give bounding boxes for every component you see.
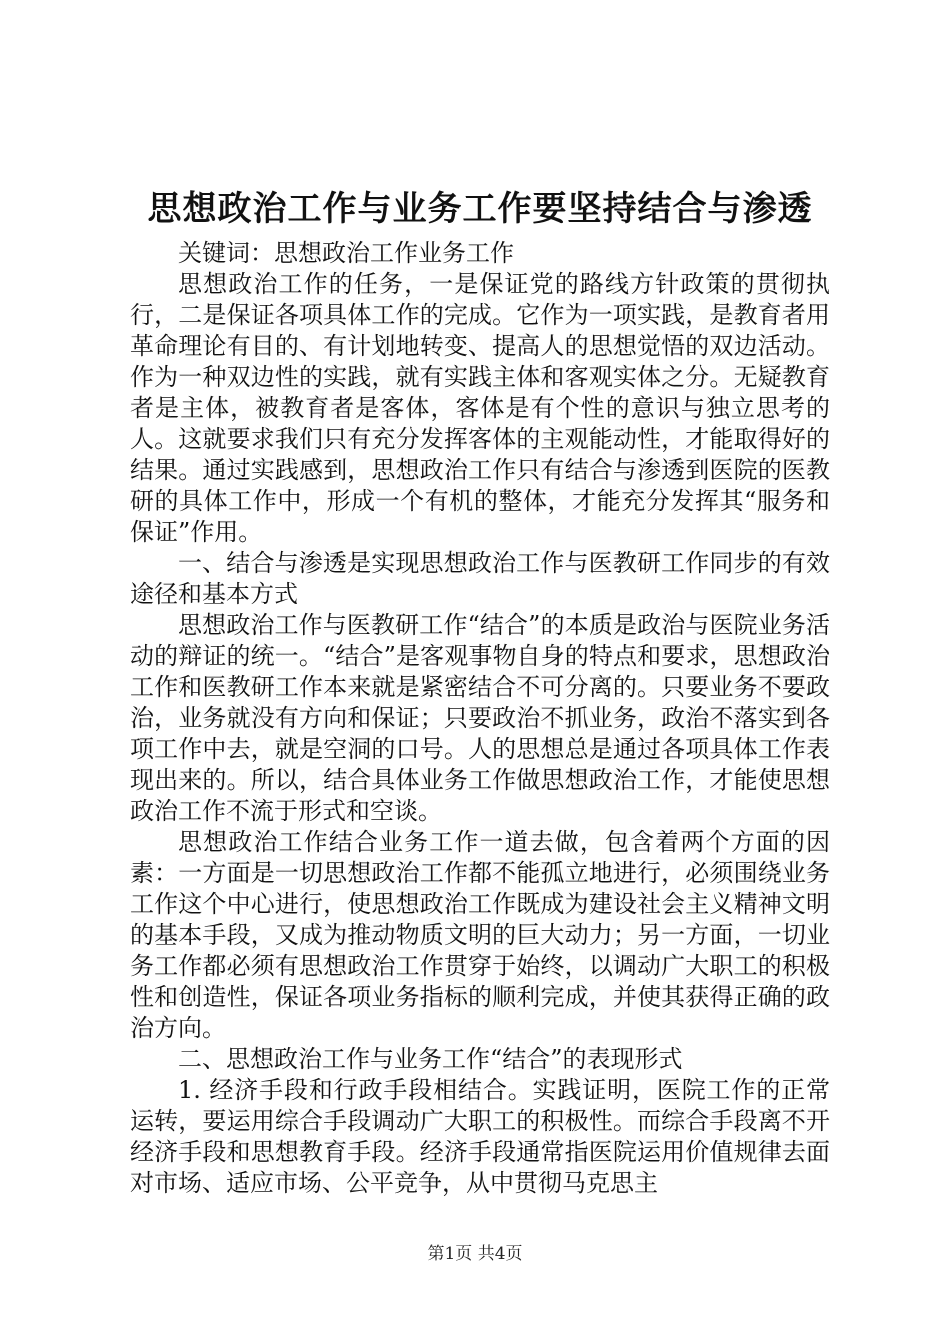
document-body bbox=[130, 238, 830, 1199]
section-heading-2: 二、思想政治工作与业务工作“结合”的表现形式 bbox=[178, 1045, 683, 1073]
paragraph-economic-means: 1. 经济手段和行政手段相结合。实践证明，医院工作的正常运转，要运用综合手段调动广大职工的积极性。而综合手段离不开经济手段和思想教育手段。经济手段通常指医院运用价值规律去面对市场、适应市场、公平竞争，从中贯彻马克思主 bbox=[130, 1076, 830, 1197]
paragraph-two-aspects: 思想政治工作结合业务工作一道去做，包含着两个方面的因素：一方面是一切思想政治工作都不能孤立地进行，必须围绕业务工作这个中心进行，使思想政治工作既成为建设社会主义精神文明的基本手段，又成为推动物质文明的巨大动力；另一方面，一切业务工作都必须有思想政治工作贯穿于始终，以调动广大职工的积极性和创造性，保证各项业务指标的顺利完成，并使其获得正确的政治方向。 bbox=[130, 828, 830, 1042]
paragraph-intro: 思想政治工作的任务，一是保证党的路线方针政策的贯彻执行，二是保证各项具体工作的完成。它作为一项实践，是教育者用革命理论有目的、有计划地转变、提高人的思想觉悟的双边活动。作为一种双边性的实践，就有实践主体和客观实体之分。无疑教育者是主体，被教育者是客体，客体是有个性的意识与独立思考的人。这就要求我们只有充分发挥客体的主观能动性，才能取得好的结果。通过实践感到，思想政治工作只有结合与渗透到医院的医教研的具体工作中，形成一个有机的整体，才能充分发挥其“服务和保证”作用。 bbox=[130, 270, 830, 546]
keywords-line: 关键词：思想政治工作业务工作 bbox=[178, 239, 514, 267]
document-title: 思想政治工作与业务工作要坚持结合与渗透 bbox=[147, 189, 813, 229]
section-heading-1: 一、结合与渗透是实现思想政治工作与医教研工作同步的有效途径和基本方式 bbox=[130, 549, 830, 608]
paragraph-combination-essence: 思想政治工作与医教研工作“结合”的本质是政治与医院业务活动的辩证的统一。“结合”是客观事物自身的特点和要求，思想政治工作和医教研工作本来就是紧密结合不可分离的。只要业务不要政治，业务就没有方向和保证；只要政治不抓业务，政治不落实到各项工作中去，就是空洞的口号。人的思想总是通过各项具体工作表现出来的。所以，结合具体业务工作做思想政治工作，才能使思想政治工作不流于形式和空谈。 bbox=[130, 611, 830, 825]
page-footer: 第1页 共4页 bbox=[427, 1244, 523, 1264]
